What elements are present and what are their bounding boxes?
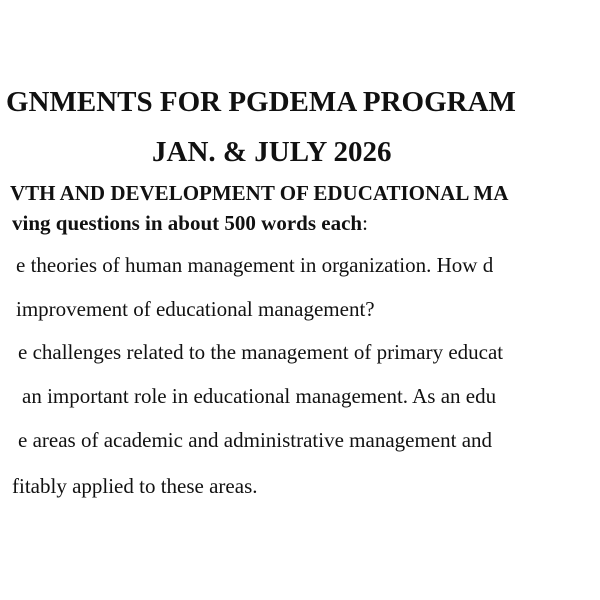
question-3-line-2: e areas of academic and administrative management and	[18, 428, 493, 452]
question-3-line-3: fitably applied to these areas.	[12, 474, 258, 498]
instruction-colon: :	[362, 211, 368, 235]
question-1-line-2: improvement of educational management?	[16, 297, 375, 321]
instruction-bold: ving questions in about 500 words each	[12, 211, 363, 235]
instruction-text	[12, 211, 368, 236]
question-3-line-1: an important role in educational management. As an edu	[22, 384, 497, 408]
course-title: VTH AND DEVELOPMENT OF EDUCATIONAL MA	[10, 181, 509, 205]
question-2-line-1: e challenges related to the management of primary educat	[18, 340, 504, 364]
question-1-line-1: e theories of human management in organization. How d	[16, 253, 494, 277]
session-subtitle: JAN. & JULY 2026	[152, 136, 392, 168]
page-title: GNMENTS FOR PGDEMA PROGRAM	[6, 86, 516, 118]
